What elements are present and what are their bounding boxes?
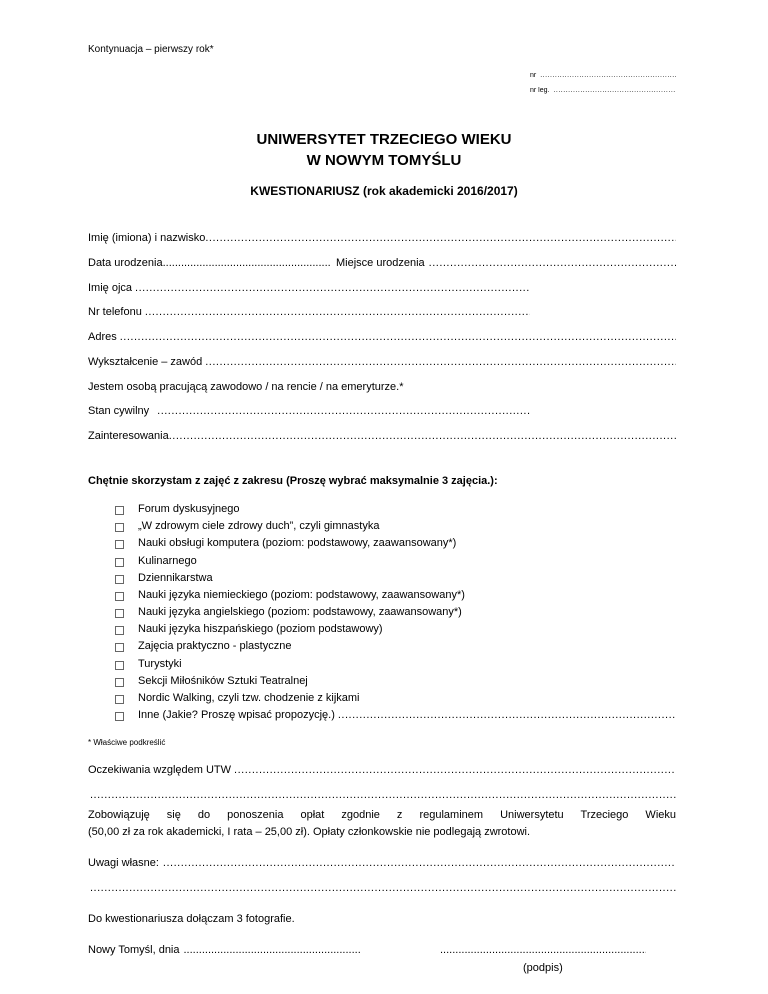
expectations-field[interactable]: Oczekiwania względem UTW ..... [88,764,676,776]
employment-status: Jestem osobą pracującą zawodowo / na rencie / na emeryturze.* [88,381,404,393]
birth-place-field[interactable]: Miejsce urodzenia ..... [336,257,676,269]
place-date-field[interactable]: Nowy Tomyśl, dnia ..... [88,944,360,956]
class-option: Nauki języka hiszpańskiego (poziom podstawowy) [138,623,383,635]
remarks-continuation-line[interactable] [90,882,676,894]
class-checkbox[interactable] [115,712,124,721]
nr-leg-field[interactable]: nr leg. ..... [530,87,676,94]
classes-heading: Chętnie skorzystam z zajęć z zakresu (Proszę wybrać maksymalnie 3 zajęcia.): [88,475,498,487]
class-option: Turystyki [138,658,182,670]
class-option: Zajęcia praktyczno - plastyczne [138,640,292,652]
form-subtitle: KWESTIONARIUSZ (rok akademicki 2016/2017) [250,184,518,198]
class-option: Dziennikarstwa [138,572,213,584]
remarks-field[interactable]: Uwagi własne: ..... [88,857,676,869]
signature-label: (podpis) [523,962,563,974]
other-class-field[interactable]: Inne (Jakie? Proszę wpisać propozycję.) ..... [138,709,676,721]
class-checkbox[interactable] [115,695,124,704]
class-option: Nauki obsługi komputera (poziom: podstawowy, zaawansowany*) [138,537,457,549]
class-option: „W zdrowym ciele zdrowy duch”, czyli gimnastyka [138,520,380,532]
marital-status-field[interactable]: Stan cywilny ..... [88,405,530,417]
class-option: Kulinarnego [138,555,197,567]
title-line-1: UNIWERSYTET TRZECIEGO WIEKU [256,131,512,148]
class-option: Nauki języka angielskiego (poziom: podstawowy, zaawansowany*) [138,606,462,618]
signature-line[interactable] [440,944,646,956]
interests-field[interactable]: Zainteresowania ..... [88,430,676,442]
address-field[interactable]: Adres ..... [88,331,676,343]
class-option: Nordic Walking, czyli tzw. chodzenie z kijkami [138,692,360,704]
class-checkbox[interactable] [115,506,124,515]
commitment-line-2: (50,00 zł za rok akademicki, I rata – 25,00 zł). Opłaty członkowskie nie podlegają zwrotowi. [88,826,531,838]
class-checkbox[interactable] [115,523,124,532]
father-name-field[interactable]: Imię ojca ..... [88,282,530,294]
class-option: Sekcji Miłośników Sztuki Teatralnej [138,675,308,687]
class-option: Forum dyskusyjnego [138,503,240,515]
photos-note: Do kwestionariusza dołączam 3 fotografie. [88,913,295,925]
class-checkbox[interactable] [115,643,124,652]
expectations-continuation-line[interactable] [90,789,676,801]
commitment-line-1: Zobowiązuję się do ponoszenia opłat zgodnie z regulaminem Uniwersytetu Trzeciego Wieku [88,809,676,821]
class-checkbox[interactable] [115,592,124,601]
phone-field[interactable]: Nr telefonu ..... [88,306,530,318]
title-line-2: W NOWYM TOMYŚLU [306,152,462,169]
footnote: * Właściwe podkreślić [88,738,166,747]
class-checkbox[interactable] [115,575,124,584]
class-checkbox[interactable] [115,678,124,687]
class-checkbox[interactable] [115,609,124,618]
class-option: Nauki języka niemieckiego (poziom: podstawowy, zaawansowany*) [138,589,465,601]
education-field[interactable]: Wykształcenie – zawód ..... [88,356,676,368]
continuation-note: Kontynuacja – pierwszy rok* [88,44,214,55]
class-checkbox[interactable] [115,540,124,549]
name-field[interactable]: Imię (imiona) i nazwisko ..... [88,232,676,244]
class-checkbox[interactable] [115,626,124,635]
class-checkbox[interactable] [115,558,124,567]
birth-date-field[interactable]: Data urodzenia ..... [88,257,330,269]
class-checkbox[interactable] [115,661,124,670]
nr-field[interactable]: nr ..... [530,72,676,79]
